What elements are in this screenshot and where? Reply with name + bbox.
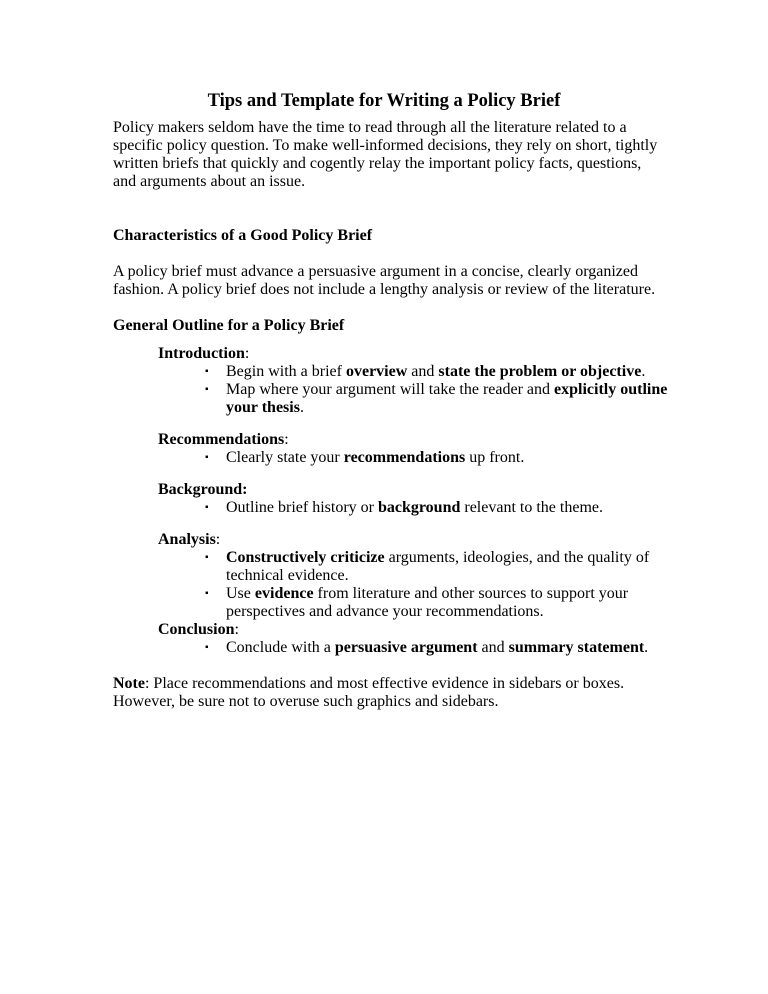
text-run: up front. bbox=[465, 449, 525, 466]
section-label-introduction bbox=[158, 345, 249, 363]
text-run: from literature and other sources to support your perspectives and advance your recommendations. bbox=[226, 585, 629, 620]
bold-text: explicitly outline your thesis bbox=[226, 381, 668, 416]
bullet-text bbox=[226, 549, 675, 585]
bullet-item bbox=[205, 381, 675, 417]
bullet-item bbox=[205, 363, 675, 381]
bullet-item bbox=[205, 639, 675, 657]
outline-heading: General Outline for a Policy Brief bbox=[113, 317, 345, 334]
text-run: and bbox=[407, 363, 439, 380]
section-label-analysis bbox=[158, 531, 220, 549]
note-label: Note bbox=[113, 675, 145, 692]
section-label-text: Analysis bbox=[158, 531, 216, 548]
section-label-text: Recommendations bbox=[158, 431, 285, 448]
bold-text: recommendations bbox=[343, 449, 466, 466]
bold-text: Constructively criticize bbox=[226, 549, 385, 566]
bold-text: state the problem or objective bbox=[438, 363, 642, 380]
bullet-text bbox=[226, 449, 675, 467]
bullet-text bbox=[226, 363, 675, 381]
bold-text: summary statement bbox=[508, 639, 645, 656]
section-label-suffix: : bbox=[234, 621, 239, 638]
text-run: arguments, ideologies, and the quality of technical evidence. bbox=[226, 549, 650, 584]
document-title: Tips and Template for Writing a Policy Brief bbox=[207, 91, 561, 111]
section-label-suffix: : bbox=[215, 531, 221, 548]
section-label-recommendations bbox=[158, 431, 289, 449]
note-text: : Place recommendations and most effective evidence in sidebars or boxes. However, be sure not to overuse such graphics and sidebars. bbox=[113, 675, 625, 710]
section-label-text: Background: bbox=[158, 481, 248, 498]
text-run: Begin with a brief bbox=[226, 363, 346, 380]
section-label-text: Introduction bbox=[158, 345, 245, 362]
bullet-text bbox=[226, 499, 675, 517]
text-run: relevant to the theme. bbox=[460, 499, 603, 516]
text-run: Map where your argument will take the reader and bbox=[226, 381, 555, 398]
bullet-item bbox=[205, 585, 675, 621]
characteristics-paragraph: A policy brief must advance a persuasive argument in a concise, clearly organized fashion. A policy brief does not include a lengthy analysis or review of the literature. bbox=[113, 263, 656, 298]
note-paragraph bbox=[113, 675, 665, 711]
square-bullet-icon: ▪ bbox=[205, 588, 209, 599]
text-run: Outline brief history or bbox=[226, 499, 378, 516]
text-run: . bbox=[641, 363, 646, 380]
square-bullet-icon: ▪ bbox=[205, 366, 209, 377]
text-run: Clearly state your bbox=[226, 449, 344, 466]
intro-paragraph: Policy makers seldom have the time to read through all the literature related to a specific policy question. To make well-informed decisions, they rely on short, tightly written briefs that quickly and cogently relay the important policy facts, questions, and arguments about an issue. bbox=[113, 119, 658, 190]
text-run: and bbox=[477, 639, 509, 656]
bullet-text bbox=[226, 585, 675, 621]
text-run: Use bbox=[226, 585, 255, 602]
bold-text: persuasive argument bbox=[334, 639, 478, 656]
bold-text: evidence bbox=[254, 585, 314, 602]
section-label-suffix: : bbox=[244, 345, 250, 362]
section-label-conclusion bbox=[158, 621, 239, 639]
text-run: . bbox=[299, 399, 304, 416]
square-bullet-icon: ▪ bbox=[205, 452, 209, 463]
section-label-text: Conclusion bbox=[158, 621, 235, 638]
bold-text: background bbox=[377, 499, 461, 516]
square-bullet-icon: ▪ bbox=[205, 642, 209, 653]
bullet-text bbox=[226, 639, 675, 657]
bold-text: overview bbox=[345, 363, 408, 380]
section-label-background bbox=[158, 481, 248, 499]
bullet-item bbox=[205, 449, 675, 467]
characteristics-heading: Characteristics of a Good Policy Brief bbox=[113, 227, 373, 244]
bullet-item bbox=[205, 549, 675, 585]
bullet-item bbox=[205, 499, 675, 517]
text-run: . bbox=[644, 639, 649, 656]
bullet-text bbox=[226, 381, 675, 417]
square-bullet-icon: ▪ bbox=[205, 552, 209, 563]
text-run: Conclude with a bbox=[226, 639, 335, 656]
section-label-suffix: : bbox=[284, 431, 289, 448]
square-bullet-icon: ▪ bbox=[205, 384, 209, 395]
square-bullet-icon: ▪ bbox=[205, 502, 209, 513]
